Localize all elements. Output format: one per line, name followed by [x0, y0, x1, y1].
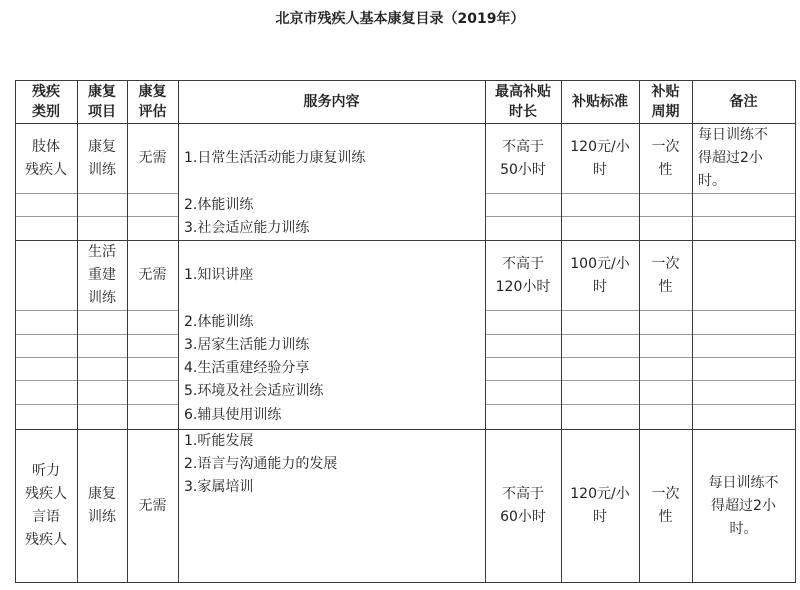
header-standard: 补贴标准 — [572, 93, 628, 110]
row3-max-hours: 不高于 60小时 — [500, 486, 546, 525]
row-line — [485, 310, 795, 311]
row2-project: 生活 重建 训练 — [88, 244, 116, 306]
row2-standard: 100元/小 时 — [570, 255, 630, 295]
col-border — [795, 80, 796, 583]
row-line — [15, 193, 178, 194]
row3-remark: 每日训练不 得超过2小 时。 — [708, 474, 779, 537]
header-category: 残疾 类别 — [32, 83, 60, 120]
row-line — [485, 334, 795, 335]
row2-service-2: 2.体能训练 — [184, 314, 254, 330]
row-line — [15, 310, 178, 311]
row3-service-1: 1.听能发展 — [184, 433, 254, 449]
row-line — [485, 404, 795, 405]
row3-assessment: 无需 — [138, 497, 167, 514]
row3-service-3: 3.家属培训 — [184, 479, 254, 495]
row2-service-4: 4.生活重建经验分享 — [184, 360, 310, 376]
row1-service-1: 1.日常生活活动能力康复训练 — [184, 150, 366, 166]
header-service: 服务内容 — [303, 93, 360, 110]
row3-services — [178, 430, 484, 582]
row-line — [485, 380, 795, 381]
row3-category: 听力 残疾人 言语 残疾人 — [25, 463, 67, 548]
row1-assessment: 无需 — [138, 150, 167, 166]
row1-project: 康复 训练 — [88, 138, 116, 178]
row-line — [485, 216, 795, 217]
row1-category: 肢体 残疾人 — [25, 138, 67, 178]
row3-period: 一次 性 — [651, 486, 680, 525]
row3-service-2: 2.语言与沟通能力的发展 — [184, 456, 338, 472]
row-line — [485, 193, 795, 194]
row2-service-1: 1.知识讲座 — [184, 267, 254, 283]
row1-standard: 120元/小 时 — [570, 138, 630, 178]
header-period: 补贴 周期 — [651, 83, 680, 120]
row1-service-3: 3.社会适应能力训练 — [184, 220, 310, 236]
row1-max-hours: 不高于 50小时 — [500, 138, 546, 178]
header-remark: 备注 — [729, 93, 758, 110]
header-max-hours: 最高补贴 时长 — [495, 83, 551, 120]
row2-assessment: 无需 — [138, 267, 167, 283]
row1-period: 一次 性 — [651, 138, 680, 178]
row2-period: 一次 性 — [651, 255, 680, 295]
row-line — [15, 404, 178, 405]
row1-service-2: 2.体能训练 — [184, 197, 254, 213]
table-bottom-border — [15, 582, 795, 583]
row3-project: 康复 训练 — [88, 486, 116, 525]
page-title: 北京市残疾人基本康复目录（2019年） — [275, 11, 525, 27]
row-line — [485, 357, 795, 358]
header-assessment: 康复 评估 — [138, 83, 167, 120]
row3-standard: 120元/小 时 — [570, 486, 630, 525]
row1-remark: 每日训练不 得超过2小 时。 — [698, 127, 768, 189]
row-line — [15, 334, 178, 335]
row2-service-6: 6.辅具使用训练 — [184, 407, 282, 423]
row-line — [15, 216, 178, 217]
row-line — [15, 380, 178, 381]
row2-service-3: 3.居家生活能力训练 — [184, 337, 310, 353]
row2-service-5: 5.环境及社会适应训练 — [184, 383, 324, 399]
header-project: 康复 项目 — [88, 83, 116, 120]
row2-max-hours: 不高于 120小时 — [495, 255, 551, 295]
row-line — [15, 357, 178, 358]
